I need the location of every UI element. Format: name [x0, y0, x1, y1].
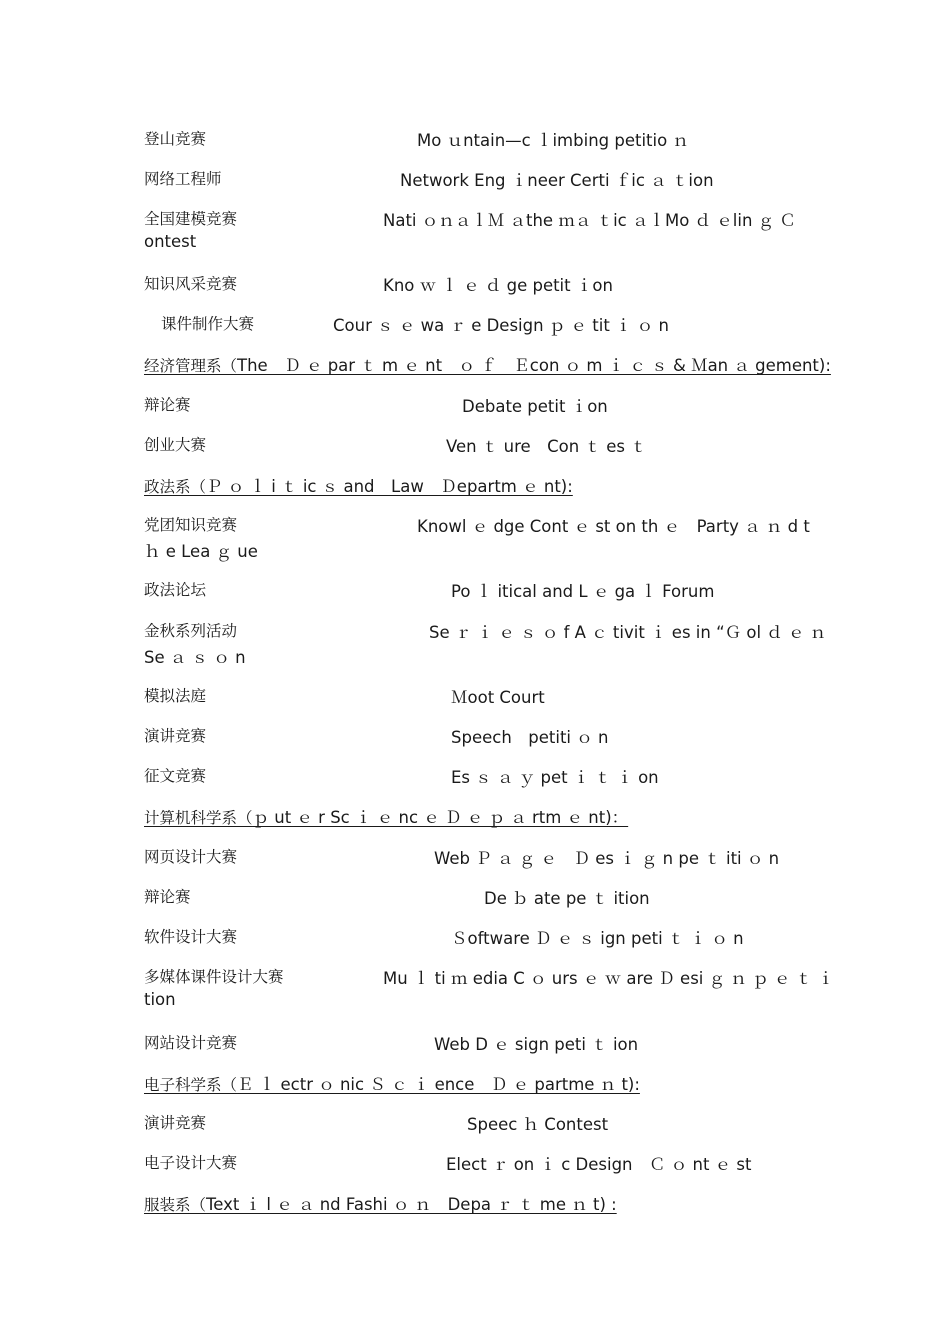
competition-name-en: Mu ｌ ti ｍ edia C ｏ urs ｅ ｗ are Ｄ esi ｇ ｎ ｐ ｅ ｔ ｉ	[383, 969, 834, 988]
competition-name-en-continued: ontest	[144, 232, 197, 251]
competition-name-en: Elect ｒ on ｉ c Design Ｃ ｏ nt ｅ st	[446, 1155, 752, 1174]
competition-name-en: Debate petit ｉon	[462, 397, 608, 416]
department-heading-en: Text ｉ l ｅ ａ nd Fashi ｏ ｎ Depa ｒ ｔ me ｎ t) :	[206, 1195, 617, 1214]
competition-name-en: Web D ｅ sign peti ｔ ion	[434, 1035, 639, 1054]
department-heading	[144, 352, 831, 376]
department-heading	[144, 804, 628, 828]
department-heading-en: Ｐ ｏ ｌ i ｔ ic ｓ and Law Ｄepartm ｅ nt):	[206, 477, 573, 496]
competition-name-en: Web Ｐ ａ ｇ ｅ Ｄ es ｉ ｇ n pe ｔ iti ｏ n	[434, 849, 780, 868]
competition-name-en: Se ｒ ｉ ｅ ｓ ｏ f A ｃ tivit ｉ es in “Ｇ ol ｄ ｅ ｎ	[429, 623, 827, 642]
competition-name-en: Knowl ｅ dge Cont ｅ st on th ｅ Party ａ ｎ d t	[417, 517, 810, 536]
competition-name-en: Cour ｓ ｅ wa ｒ e Design ｐ ｅ tit ｉ ｏ n	[333, 316, 670, 335]
competition-name-cn: 辩论赛	[144, 396, 191, 414]
competition-name-cn: 金秋系列活动	[144, 622, 238, 640]
department-heading-cn: 计算机科学系（	[144, 809, 253, 827]
competition-name-cn: 演讲竞赛	[144, 1114, 207, 1132]
competition-name-cn: 软件设计大赛	[144, 928, 238, 946]
department-heading-en: Ｅ ｌ ectr ｏ nic Ｓ ｃ ｉ ence Ｄ ｅ partme ｎ t):	[237, 1075, 640, 1094]
competition-name-cn: 课件制作大赛	[161, 315, 255, 333]
competition-name-cn: 知识风采竞赛	[144, 275, 238, 293]
competition-name-cn: 网页设计大赛	[144, 848, 238, 866]
competition-name-en-continued: tion	[144, 990, 176, 1009]
competition-name-cn: 全国建模竞赛	[144, 210, 238, 228]
competition-name-cn: 模拟法庭	[144, 687, 207, 705]
competition-name-cn: 政法论坛	[144, 581, 207, 599]
department-heading-en: ｐ ut ｅ r Sc ｉ ｅ nc ｅ Ｄ ｅ ｐ ａ rtm ｅ nt)：	[252, 808, 629, 827]
competition-name-en: Network Eng ｉneer Certi ｆic ａ ｔion	[400, 171, 714, 190]
competition-name-cn: 电子设计大赛	[144, 1154, 238, 1172]
competition-name-en: Kno ｗ ｌ ｅ ｄ ge petit ｉon	[383, 276, 613, 295]
department-heading-en: The Ｄ ｅ par ｔ m ｅ nt ｏ ｆ Ｅcon ｏ m ｉ ｃ ｓ & Ｍan ａ gement):	[237, 356, 831, 375]
competition-name-en: Speec ｈ Contest	[467, 1115, 609, 1134]
competition-name-cn: 征文竞赛	[144, 767, 207, 785]
competition-name-en: Ven ｔ ure Con ｔ es ｔ	[446, 437, 647, 456]
competition-name-cn: 网站设计竞赛	[144, 1034, 238, 1052]
competition-name-en: Mo ｕntain—c ｌimbing petitio ｎ	[417, 131, 689, 150]
department-heading-cn: 政法系（	[144, 478, 207, 496]
competition-name-en: Ｍoot Court	[451, 688, 545, 707]
department-heading	[144, 473, 573, 497]
department-heading	[144, 1071, 640, 1095]
competition-name-en-continued: ｈ e Lea ｇ ue	[144, 542, 258, 561]
competition-name-cn: 辩论赛	[144, 888, 191, 906]
competition-name-cn: 党团知识竞赛	[144, 516, 238, 534]
department-heading-cn: 服装系（	[144, 1196, 207, 1214]
department-heading-cn: 电子科学系（	[144, 1076, 238, 1094]
competition-name-en: Po ｌ itical and L ｅ ga ｌ Forum	[451, 582, 715, 601]
competition-name-cn: 创业大赛	[144, 436, 207, 454]
competition-name-en: Nati ｏｎａｌＭ ａthe ｍａ ｔic ａｌMo ｄ ｅlin ｇ Ｃ	[383, 211, 796, 230]
department-heading-cn: 经济管理系（	[144, 357, 238, 375]
competition-name-cn: 多媒体课件设计大赛	[144, 968, 284, 986]
competition-name-en: De ｂ ate pe ｔ ition	[484, 889, 650, 908]
competition-name-cn: 登山竞赛	[144, 130, 207, 148]
competition-name-cn: 网络工程师	[144, 170, 222, 188]
competition-name-en: Es ｓ ａ ｙ pet ｉ ｔ ｉ on	[451, 768, 659, 787]
department-heading	[144, 1191, 617, 1215]
competition-name-cn: 演讲竞赛	[144, 727, 207, 745]
competition-name-en-continued: Se ａ ｓ ｏ n	[144, 648, 246, 667]
competition-name-en: Ｓoftware Ｄ ｅ ｓ ign peti ｔ ｉ ｏ n	[451, 929, 744, 948]
competition-name-en: Speech petiti ｏ n	[451, 728, 609, 747]
